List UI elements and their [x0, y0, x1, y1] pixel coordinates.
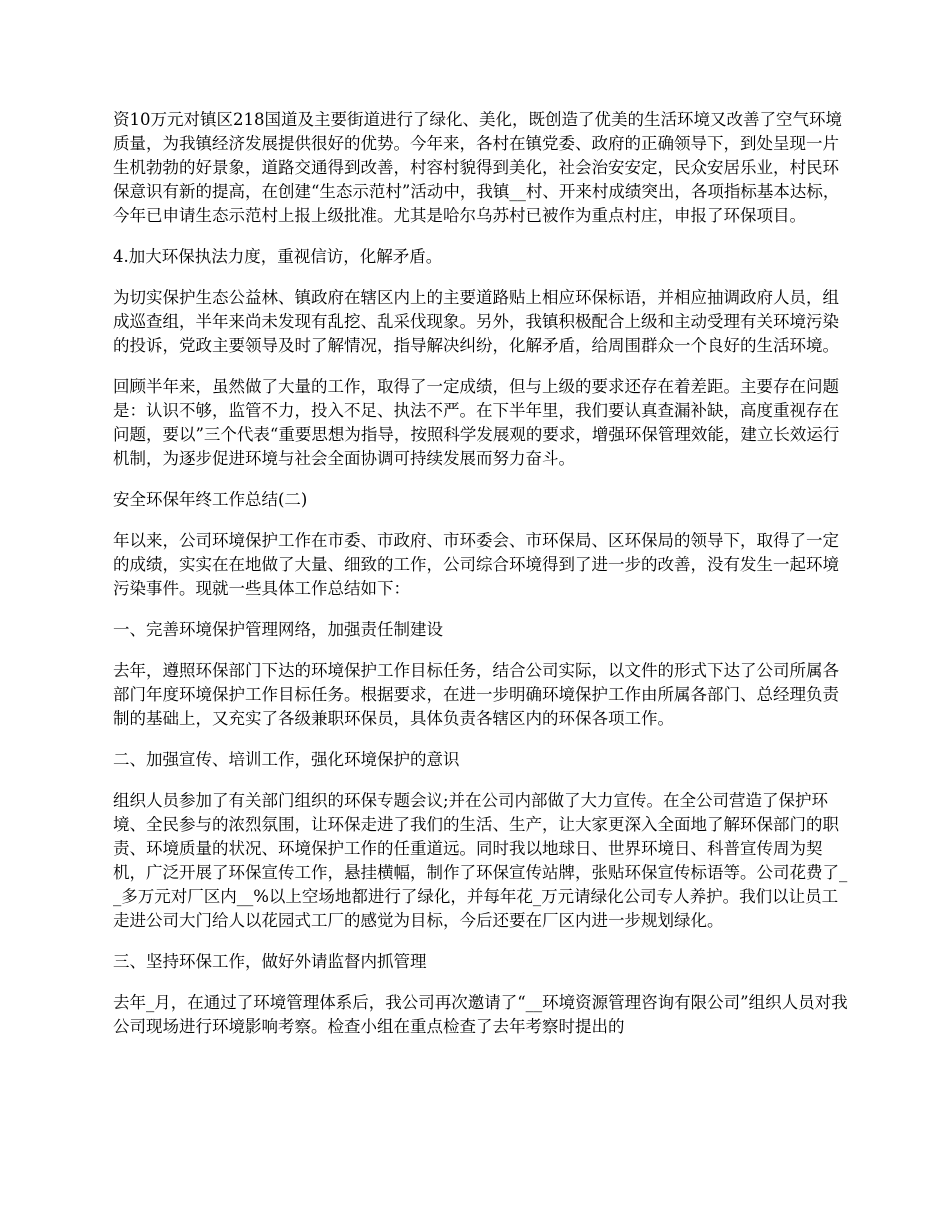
paragraph-publicity: 组织人员参加了有关部门组织的环保专题会议;并在公司内部做了大力宣传。在全公司营造了保护环境、全民参与的浓烈氛围，让环保走进了我们的生活、生产，让大家更深入全面地了解环保部门的职责、环境质量的状况、环境保护工作的任重道远。同时我以地球日、世界环境日、科普宣传周为契机，广泛开展了环保宣传工作，悬挂横幅，制作了环保宣传站牌，张贴环保宣传标语等。公司花费了__多万元对厂区内__%以上空场地都进行了绿化，并每年花_万元请绿化公司专人养护。我们以让员工走进公司大门给人以花园式工厂的感觉为目标，今后还要在厂区内进一步规划绿化。 [113, 791, 848, 930]
section-heading-4: 4.加大环保执法力度，重视信访，化解矛盾。 [113, 247, 443, 266]
paragraph-review: 回顾半年来，虽然做了大量的工作，取得了一定成绩，但与上级的要求还存在着差距。主要存在问题是：认识不够，监管不力，投入不足、执法不严。在下半年里，我们要认真查漏补缺，高度重视存在问题，要以”三个代表“重要思想为指导，按照科学发展观的要求，增强环保管理效能，建立长效运行机制，为逐步促进环境与社会全面协调可持续发展而努力奋斗。 [113, 377, 840, 468]
section-heading-1: 一、完善环境保护管理网络，加强责任制建设 [113, 620, 443, 639]
paragraph-supervision: 去年_月，在通过了环境管理体系后，我公司再次邀请了“__环境资源管理咨询有限公司”组织人员对我公司现场进行环境影响考察。检查小组在重点检查了去年考察时提出的 [113, 993, 848, 1036]
paragraph-network: 去年，遵照环保部门下达的环境保护工作目标任务，结合公司实际，以文件的形式下达了公司所属各部门年度环境保护工作目标任务。根据要求，在进一步明确环境保护工作由所属各部门、总经理负责制的基础上，又充实了各级兼职环保员，具体负责各辖区内的环保各项工作。 [113, 661, 839, 728]
paragraph-intro: 资10万元对镇区218国道及主要街道进行了绿化、美化，既创造了优美的生活环境又改善了空气环境质量，为我镇经济发展提供很好的优势。今年来，各村在镇党委、政府的正确领导下，到处呈现一片生机勃勃的好景象，道路交通得到改善，村容村貌得到美化，社会治安安定，民众安居乐业，村民环保意识有新的提高，在创建“生态示范村”活动中，我镇__村、开来村成绩突出，各项指标基本达标，今年已申请生态示范村上报上级批准。尤其是哈尔乌苏村已被作为重点村庄，申报了环保项目。 [113, 110, 842, 225]
document-subtitle: 安全环保年终工作总结(二) [113, 490, 308, 509]
section-heading-3: 三、坚持环保工作，做好外请监督内抓管理 [113, 952, 427, 971]
document-page [113, 108, 853, 1056]
paragraph-enforcement: 为切实保护生态公益林、镇政府在辖区内上的主要道路贴上相应环保标语，并相应抽调政府人员，组成巡查组，半年来尚未发现有乱挖、乱采伐现象。另外，我镇积极配合上级和主动受理有关环境污染的投诉，党政主要领导及时了解情况，指导解决纠纷，化解矛盾，给周围群众一个良好的生活环境。 [113, 288, 839, 355]
paragraph-overview: 年以来，公司环境保护工作在市委、市政府、市环委会、市环保局、区环保局的领导下，取得了一定的成绩，实实在在地做了大量、细致的工作，公司综合环境得到了进一步的改善，没有发生一起环境污染事件。现就一些具体工作总结如下： [113, 531, 839, 598]
section-heading-2: 二、加强宣传、培训工作，强化环境保护的意识 [113, 750, 460, 769]
